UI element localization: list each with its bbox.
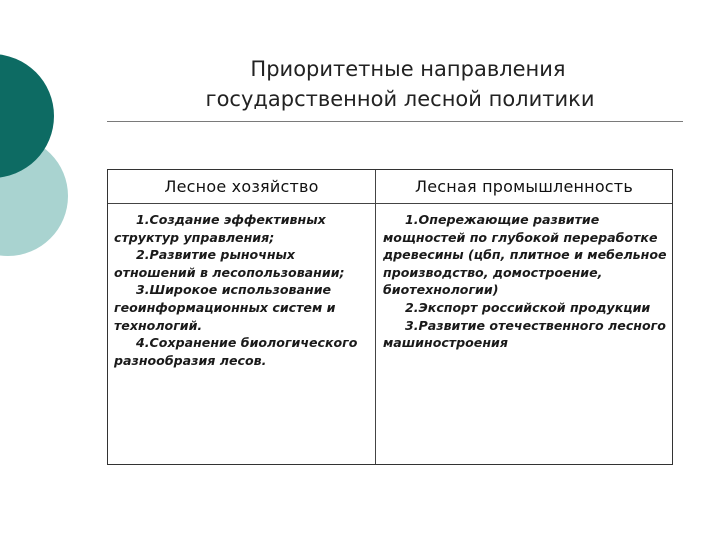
industry-priorities-cell xyxy=(383,211,668,352)
list-item: 3.Широкое использование геоинформационных систем и технологий. xyxy=(114,282,336,333)
header-divider xyxy=(108,203,672,204)
page-title xyxy=(140,54,660,114)
list-item: 1.Создание эффективных структур управления; xyxy=(114,212,326,245)
title-line-2: государственной лесной политики xyxy=(205,87,595,111)
column-divider xyxy=(375,170,376,464)
list-item: 4.Сохранение биологического разнообразия лесов. xyxy=(114,335,358,368)
header-forest-industry: Лесная промышленность xyxy=(415,177,633,196)
list-item: 2.Экспорт российской продукции xyxy=(405,299,651,315)
forestry-priorities-cell xyxy=(114,211,370,369)
list-item: 3.Развитие отечественного лесного машиностроения xyxy=(383,317,666,351)
list-item: 2.Развитие рыночных отношений в лесопользовании; xyxy=(114,247,345,280)
list-item: 1.Опережающие развитие мощностей по глубокой переработке древесины (цбп, плитное и мебельное производство, домостроение, биотехнологии) xyxy=(383,212,667,298)
title-line-1: Приоритетные направления xyxy=(250,57,566,81)
header-forestry: Лесное хозяйство xyxy=(164,177,319,196)
priorities-table xyxy=(107,169,673,465)
decorative-circles xyxy=(0,0,90,290)
title-divider xyxy=(107,121,683,122)
